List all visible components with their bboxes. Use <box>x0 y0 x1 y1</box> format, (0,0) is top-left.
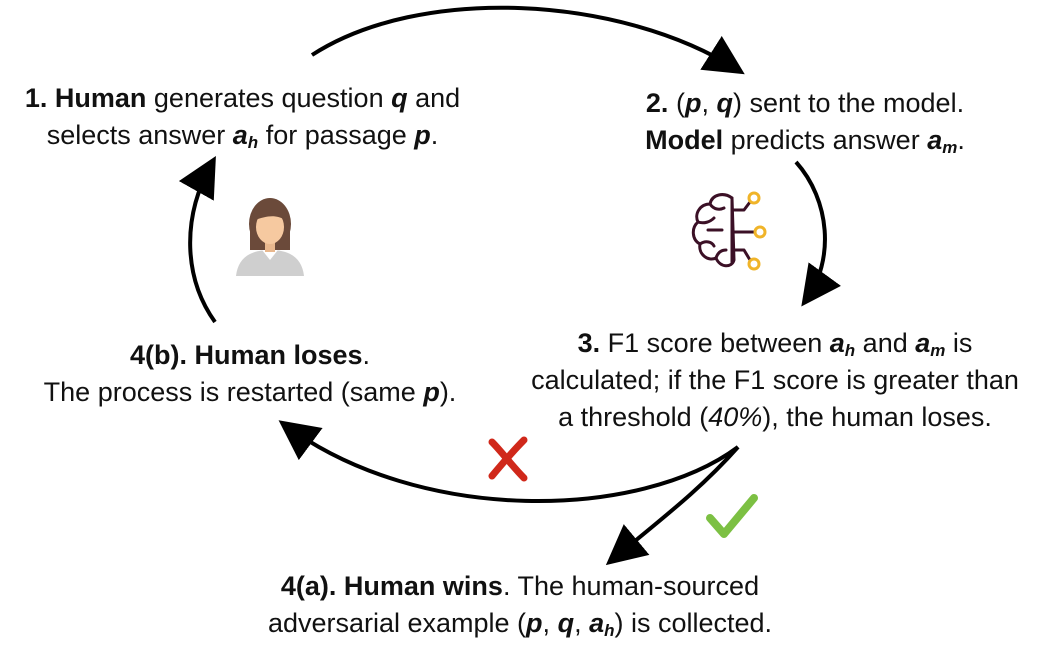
brain-circuit-icon <box>688 188 774 274</box>
arrow-step4b-to-step1 <box>190 163 215 322</box>
step4a-text: 4(a). Human wins. The human-sourced adversarial example (p, q, $a_h$) is collected. <box>267 571 773 640</box>
person-avatar-icon <box>230 192 310 276</box>
step1-text: 1. Human generates question q and selects answer $a_h$ for passage p. <box>24 83 461 152</box>
arrow-step2-to-step3 <box>796 162 825 300</box>
step4b-text: 4(b). Human loses. The process is restarted (same p). <box>43 340 457 407</box>
step3-text: 3. F1 score between $a_h$ and $a_m$ is calculated; if the F1 score is greater than a threshold (40%), the human loses. <box>531 328 1019 432</box>
arrow-step1-to-step2 <box>312 8 738 70</box>
check-mark-icon <box>704 492 760 542</box>
cross-mark-icon <box>486 436 530 482</box>
step2-text: 2. (p, q) sent to the model. Model predicts answer $a_m$. <box>645 88 965 157</box>
